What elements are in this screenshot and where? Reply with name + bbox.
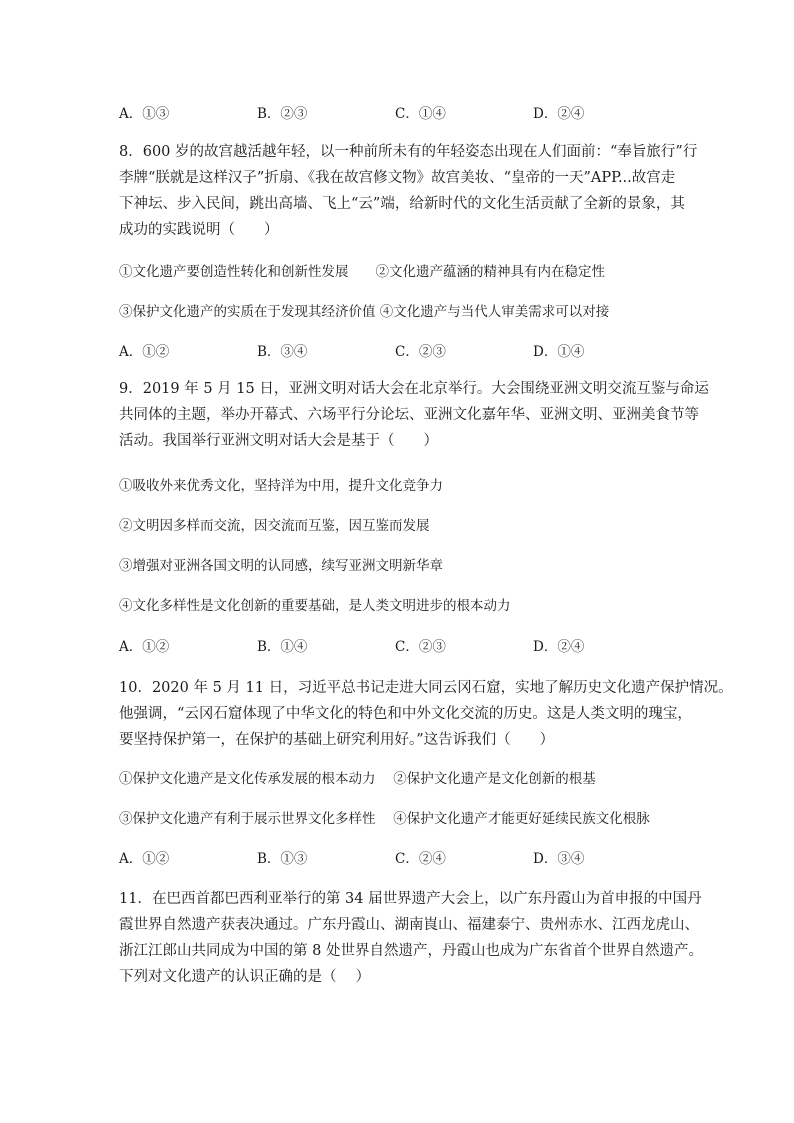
q8-option-d[interactable]: D．①④ <box>533 344 585 360</box>
q8-stem-line: 下神坛、步入民间，跳出高墙、飞上“云”端，给新时代的文化生活贡献了全新的景象，其 <box>119 196 685 212</box>
q8-options <box>119 342 689 362</box>
q8-stem-line: 8．600 岁的故宫越活越年轻，以一种前所未有的年轻姿态出现在人们面前：“奉旨旅行”行 <box>119 144 698 160</box>
q10-stem-line: 10．2020 年 5 月 11 日，习近平总书记走进大同云冈石窟，实地了解历史文化遗产保护情况。 <box>119 680 733 696</box>
q8-stem-line: 李牌“朕就是这样汉子”折扇、《我在故宫修文物》故宫美妆、“皇帝的一天”APP...故宫走 <box>119 170 676 186</box>
q11-stem-line: 下列对文化遗产的认识正确的是（ ） <box>119 969 371 985</box>
q7-option-a[interactable]: A．①③ <box>119 106 170 122</box>
q9-options <box>119 637 689 657</box>
q10-options <box>119 849 689 869</box>
q9-stem-line: 共同体的主题，举办开幕式、六场平行分论坛、亚洲文化嘉年华、亚洲文明、亚洲美食节等 <box>119 407 699 423</box>
q7-options <box>119 104 689 124</box>
q10-option-a[interactable]: A．①② <box>119 851 170 867</box>
q10-option-b[interactable]: B．①③ <box>257 851 308 867</box>
q8-stem <box>119 139 698 243</box>
q9-choice-line: ①吸收外来优秀文化，坚持洋为中用，提升文化竞争力 <box>119 478 443 494</box>
q7-option-d[interactable]: D．②④ <box>533 106 585 122</box>
q9-stem-line: 9．2019 年 5 月 15 日，亚洲文明对话大会在北京举行。大会围绕亚洲文明交流互鉴与命运 <box>119 381 709 397</box>
q8-stem-line: 成功的实践说明（ ） <box>119 222 279 238</box>
q11-stem-line: 浙江江郎山共同成为中国的第 8 处世界自然遗产，丹霞山也成为广东省首个世界自然遗产。 <box>119 943 703 959</box>
q8-choice-line: ③保护文化遗产的实质在于发现其经济价值 ④文化遗产与当代人审美需求可以对接 <box>119 304 610 320</box>
q8-choice-line: ①文化遗产要创造性转化和创新性发展 ②文化遗产蕴涵的精神具有内在稳定性 <box>119 264 605 280</box>
q9-stem <box>119 376 709 454</box>
q8-option-c[interactable]: C．②③ <box>395 344 446 360</box>
q9-option-d[interactable]: D．②④ <box>533 639 585 655</box>
q9-option-a[interactable]: A．①② <box>119 639 170 655</box>
q11-stem <box>119 886 703 990</box>
q10-stem-line: 他强调，“云冈石窟体现了中华文化的特色和中外文化交流的历史。这是人类文明的瑰宝， <box>119 706 692 722</box>
q10-choice-line: ③保护文化遗产有利于展示世界文化多样性 ④保护文化遗产才能更好延续民族文化根脉 <box>119 811 650 827</box>
q10-option-d[interactable]: D．③④ <box>533 851 585 867</box>
q10-stem <box>119 675 733 753</box>
q8-option-a[interactable]: A．①② <box>119 344 170 360</box>
q10-option-c[interactable]: C．②④ <box>395 851 446 867</box>
q11-stem-line: 霞世界自然遗产获表决通过。广东丹霞山、湖南崀山、福建泰宁、贵州赤水、江西龙虎山、 <box>119 917 699 933</box>
q9-choice-line: ③增强对亚洲各国文明的认同感，续写亚洲文明新华章 <box>119 558 443 574</box>
q9-stem-line: 活动。我国举行亚洲文明对话大会是基于（ ） <box>119 433 438 449</box>
q7-option-b[interactable]: B．②③ <box>257 106 308 122</box>
q7-option-c[interactable]: C．①④ <box>395 106 446 122</box>
q9-choice-line: ②文明因多样而交流，因交流而互鉴，因互鉴而发展 <box>119 518 430 534</box>
q8-option-b[interactable]: B．③④ <box>257 344 308 360</box>
q9-option-b[interactable]: B．①④ <box>257 639 308 655</box>
q9-choice-line: ④文化多样性是文化创新的重要基础，是人类文明进步的根本动力 <box>119 598 511 614</box>
q11-stem-line: 11．在巴西首都巴西利亚举行的第 34 届世界遗产大会上，以广东丹霞山为首申报的中国丹 <box>119 891 702 907</box>
q10-choice-line: ①保护文化遗产是文化传承发展的根本动力 ②保护文化遗产是文化创新的根基 <box>119 771 596 787</box>
q10-stem-line: 要坚持保护第一，在保护的基础上研究利用好。”这告诉我们（ ） <box>119 732 555 748</box>
q9-option-c[interactable]: C．②③ <box>395 639 446 655</box>
